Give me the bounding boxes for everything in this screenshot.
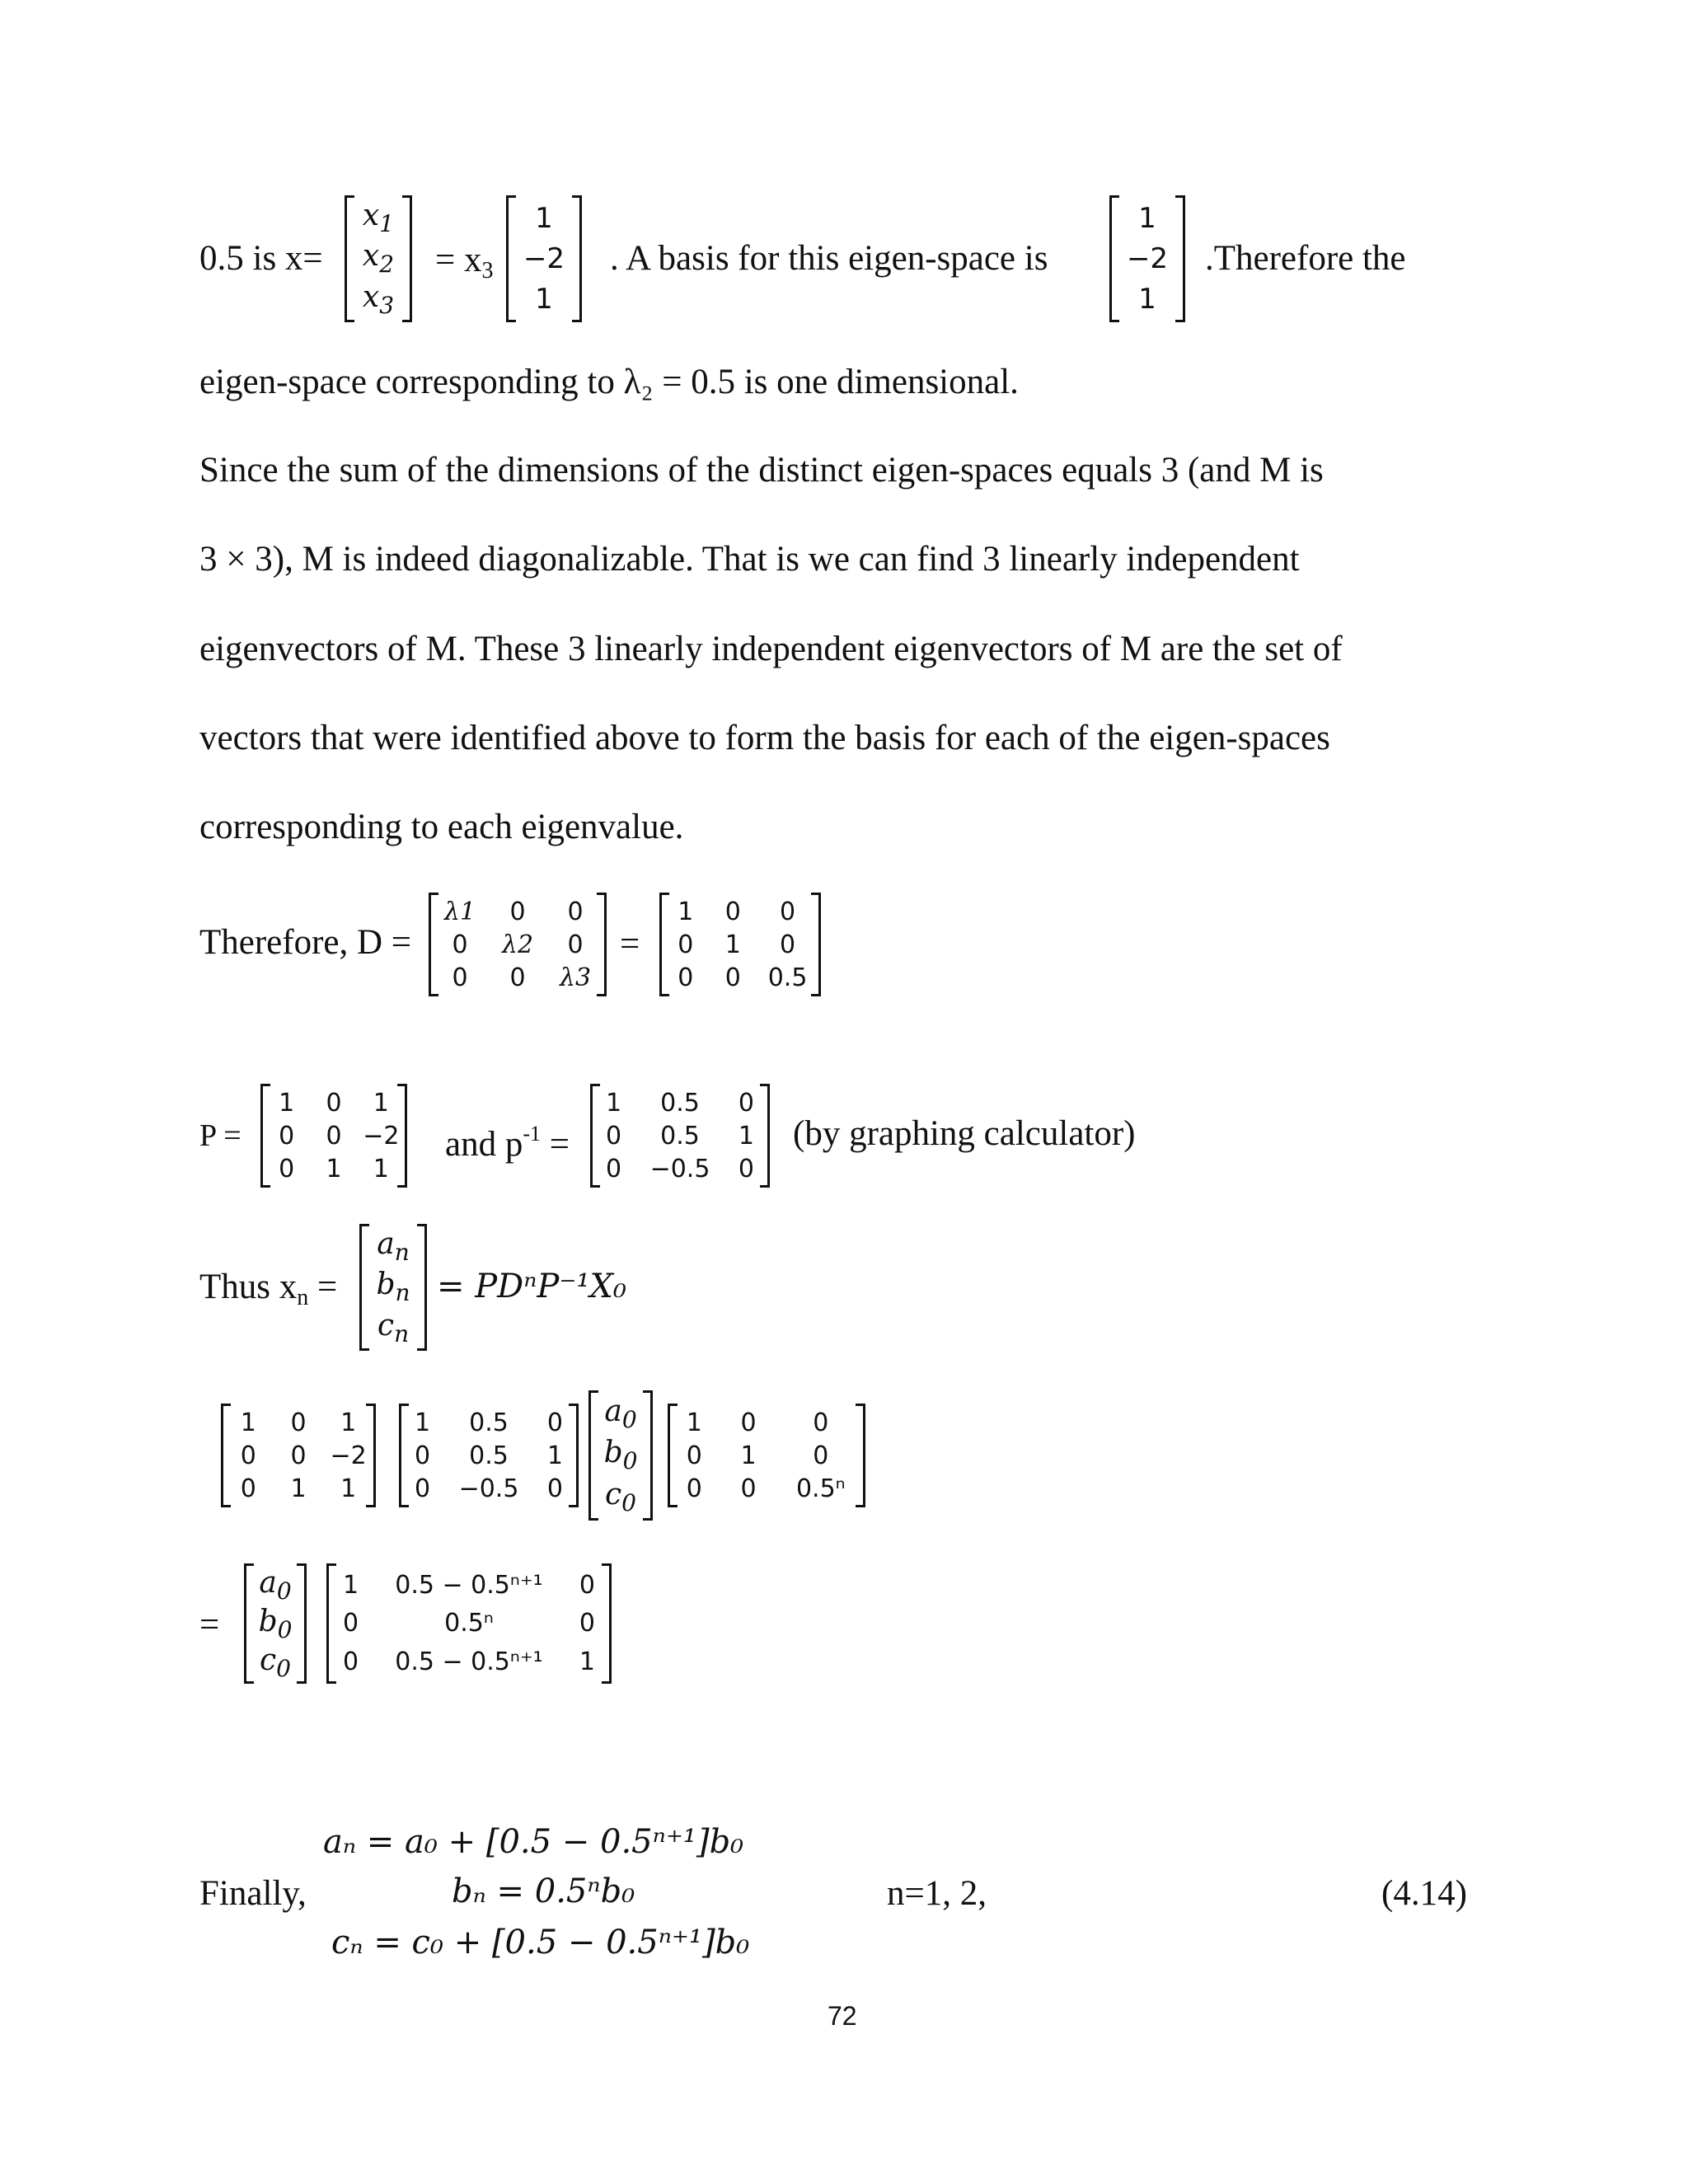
product-dn-cell: 0	[686, 1474, 702, 1503]
d-num-cell: 0	[780, 930, 796, 959]
d-sym-cell: 0	[567, 930, 584, 959]
equation-number: (4.14)	[1381, 1874, 1467, 1913]
n-range: n=1, 2,	[887, 1874, 987, 1913]
p-cell: −2	[363, 1121, 400, 1151]
d-num-cell: 0	[724, 963, 741, 992]
p-inverse-matrix	[590, 1086, 770, 1185]
d-sym-cell: 0	[567, 897, 584, 926]
result-x0-entry: $b_0$	[258, 1605, 293, 1643]
p-cell: 0	[279, 1121, 295, 1151]
p-cell: 0	[279, 1154, 295, 1183]
p-cell: 0	[326, 1088, 342, 1118]
product-dn-cell: 0	[740, 1474, 757, 1503]
page-number: 72	[828, 2001, 857, 2031]
product-pinv-cell: 0	[415, 1441, 431, 1470]
eigenvector-entry: 1	[535, 283, 553, 316]
result-x0-entry: $c_0$	[260, 1643, 291, 1682]
product-pinv-cell: 1	[415, 1408, 431, 1437]
basis-vector-entry: 1	[1138, 283, 1156, 316]
p-inv-cell: 0	[738, 1154, 754, 1183]
product-pinv-cell: 0.5	[469, 1441, 509, 1470]
product-p-cell: 0	[290, 1408, 307, 1437]
paragraph-line-5: vectors that were identified above to form the basis for each of the eigen-spaces	[199, 719, 1330, 757]
paragraph-line-4: eigenvectors of M. These 3 linearly independent eigenvectors of M are the set of	[199, 630, 1343, 668]
product-p-cell: −2	[330, 1441, 367, 1470]
final-equation-c: cₙ = c₀ + [0.5 − 0.5ⁿ⁺¹]b₀	[331, 1924, 750, 1961]
result-cell: 0.5 − 0.5ⁿ⁺¹	[395, 1647, 543, 1677]
p-cell: 1	[326, 1154, 342, 1183]
paragraph-line-6: corresponding to each eigenvalue.	[199, 808, 684, 846]
xn-label: Thus $x_n$ =	[199, 1268, 338, 1310]
product-dn-cell: 0	[813, 1441, 829, 1470]
product-pinv-matrix	[399, 1406, 579, 1505]
eigenvector-entry: 1	[535, 201, 553, 235]
p-inv-cell: 0.5	[660, 1121, 700, 1151]
result-cell: 0.5 − 0.5ⁿ⁺¹	[395, 1570, 543, 1600]
result-cell: 0	[343, 1609, 359, 1638]
result-matrix	[326, 1566, 612, 1681]
d-eq-sign: =	[620, 925, 640, 963]
p-inv-cell: 1	[606, 1088, 622, 1118]
d-num-cell: 0	[678, 963, 694, 992]
eigenvector-entry: −2	[523, 241, 565, 275]
p-label: P =	[199, 1118, 241, 1153]
xn-entry: $c_n$	[377, 1308, 410, 1347]
product-p-cell: 1	[290, 1474, 307, 1503]
product-dn-matrix	[668, 1406, 865, 1505]
therefore-text: .Therefore the	[1205, 239, 1406, 278]
p-inv-cell: 1	[738, 1121, 754, 1151]
product-p-cell: 0	[240, 1441, 256, 1470]
d-num-cell: 0	[780, 897, 796, 926]
p-inv-cell: 0	[606, 1121, 622, 1151]
product-dn-cell: 0	[740, 1408, 757, 1437]
p-inv-cell: 0.5	[660, 1088, 700, 1118]
d-numeric-matrix	[659, 895, 821, 994]
basis-vector-entry: −2	[1126, 241, 1169, 275]
product-x0-vector	[588, 1393, 653, 1518]
product-pinv-cell: 0	[546, 1408, 563, 1437]
x0-entry: $b_0$	[603, 1436, 638, 1475]
p-inv-cell: −0.5	[649, 1154, 710, 1183]
result-cell: 0	[579, 1609, 595, 1638]
product-p-cell: 1	[240, 1408, 256, 1437]
d-sym-cell: 0	[452, 963, 468, 992]
d-sym-cell: 0	[452, 930, 468, 959]
p-cell: 0	[326, 1121, 342, 1151]
product-dn-cell: 0	[686, 1441, 702, 1470]
product-p-cell: 1	[340, 1408, 357, 1437]
d-sym-cell: 0	[509, 963, 526, 992]
p-inv-cell: 0	[606, 1154, 622, 1183]
p-cell: 1	[279, 1088, 295, 1118]
result-cell: 1	[343, 1570, 359, 1600]
d-label: Therefore, D =	[199, 923, 412, 962]
paragraph-line-1: eigen-space corresponding to λ₂ = 0.5 is one dimensional.	[199, 363, 1019, 401]
product-p-cell: 0	[290, 1441, 307, 1470]
xn-vector-matrix	[359, 1226, 427, 1348]
result-eq-sign: =	[199, 1605, 220, 1644]
d-num-cell: 0.5	[767, 963, 808, 992]
product-dn-cell: 0.5ⁿ	[795, 1474, 846, 1503]
x0-entry: $a_0$	[604, 1394, 637, 1433]
product-dn-cell: 1	[740, 1441, 757, 1470]
xn-entry: $a_n$	[377, 1227, 410, 1267]
d-sym-cell: λ3	[559, 963, 592, 992]
product-pinv-cell: 1	[546, 1441, 563, 1470]
paragraph-line-2: Since the sum of the dimensions of the distinct eigen-spaces equals 3 (and M is	[199, 451, 1324, 490]
basis-vector-entry: 1	[1138, 201, 1156, 235]
xn-formula: = PDⁿP⁻¹X₀	[437, 1268, 626, 1305]
d-num-cell: 0	[678, 930, 694, 959]
p-cell: 1	[373, 1154, 389, 1183]
result-cell: 1	[579, 1647, 595, 1677]
result-x0-entry: $a_0$	[259, 1566, 292, 1605]
d-symbolic-matrix	[429, 895, 607, 994]
paragraph-line-3: 3 × 3), M is indeed diagonalizable. That is we can find 3 linearly independent	[199, 540, 1300, 579]
product-pinv-cell: 0	[415, 1474, 431, 1503]
line1-prefix: 0.5 is x=	[199, 239, 323, 278]
x-vector-entry-3: $x_3$	[362, 279, 395, 319]
result-cell: 0	[343, 1647, 359, 1677]
xn-entry: $b_n$	[376, 1268, 410, 1307]
product-dn-cell: 0	[813, 1408, 829, 1437]
result-x0-vector	[244, 1566, 307, 1681]
product-p-cell: 0	[240, 1474, 256, 1503]
calculator-note: (by graphing calculator)	[793, 1114, 1136, 1153]
eq-x3-label: = $x_3$	[435, 241, 494, 284]
d-sym-cell: λ2	[501, 930, 534, 959]
p-matrix	[260, 1086, 407, 1185]
x0-entry: $c_0$	[605, 1478, 636, 1517]
finally-label: Finally,	[199, 1874, 307, 1913]
d-num-cell: 1	[678, 897, 694, 926]
d-sym-cell: 0	[509, 897, 526, 926]
basis-vector-matrix	[1109, 198, 1185, 320]
x-vector-entry-1: $x_1$	[362, 199, 395, 238]
d-num-cell: 1	[724, 930, 741, 959]
basis-text: . A basis for this eigen-space is	[610, 239, 1048, 278]
d-num-cell: 0	[724, 897, 741, 926]
final-equation-b: bₙ = 0.5ⁿb₀	[452, 1872, 635, 1910]
result-cell: 0	[579, 1570, 595, 1600]
product-pinv-cell: 0	[546, 1474, 563, 1503]
x-vector-entry-2: $x_2$	[362, 239, 395, 279]
x-vector-matrix	[345, 198, 412, 320]
final-equation-a: aₙ = a₀ + [0.5 − 0.5ⁿ⁺¹]b₀	[323, 1823, 744, 1861]
eigenvector-matrix	[506, 198, 582, 320]
p-inv-cell: 0	[738, 1088, 754, 1118]
p-cell: 1	[373, 1088, 389, 1118]
product-dn-cell: 1	[686, 1408, 702, 1437]
product-pinv-cell: −0.5	[458, 1474, 519, 1503]
result-cell: 0.5ⁿ	[444, 1609, 494, 1638]
product-p-matrix	[221, 1406, 376, 1505]
p-inverse-label: and $p^{-1}$ =	[445, 1122, 570, 1164]
product-pinv-cell: 0.5	[469, 1408, 509, 1437]
product-p-cell: 1	[340, 1474, 357, 1503]
d-sym-cell: λ1	[443, 897, 476, 926]
